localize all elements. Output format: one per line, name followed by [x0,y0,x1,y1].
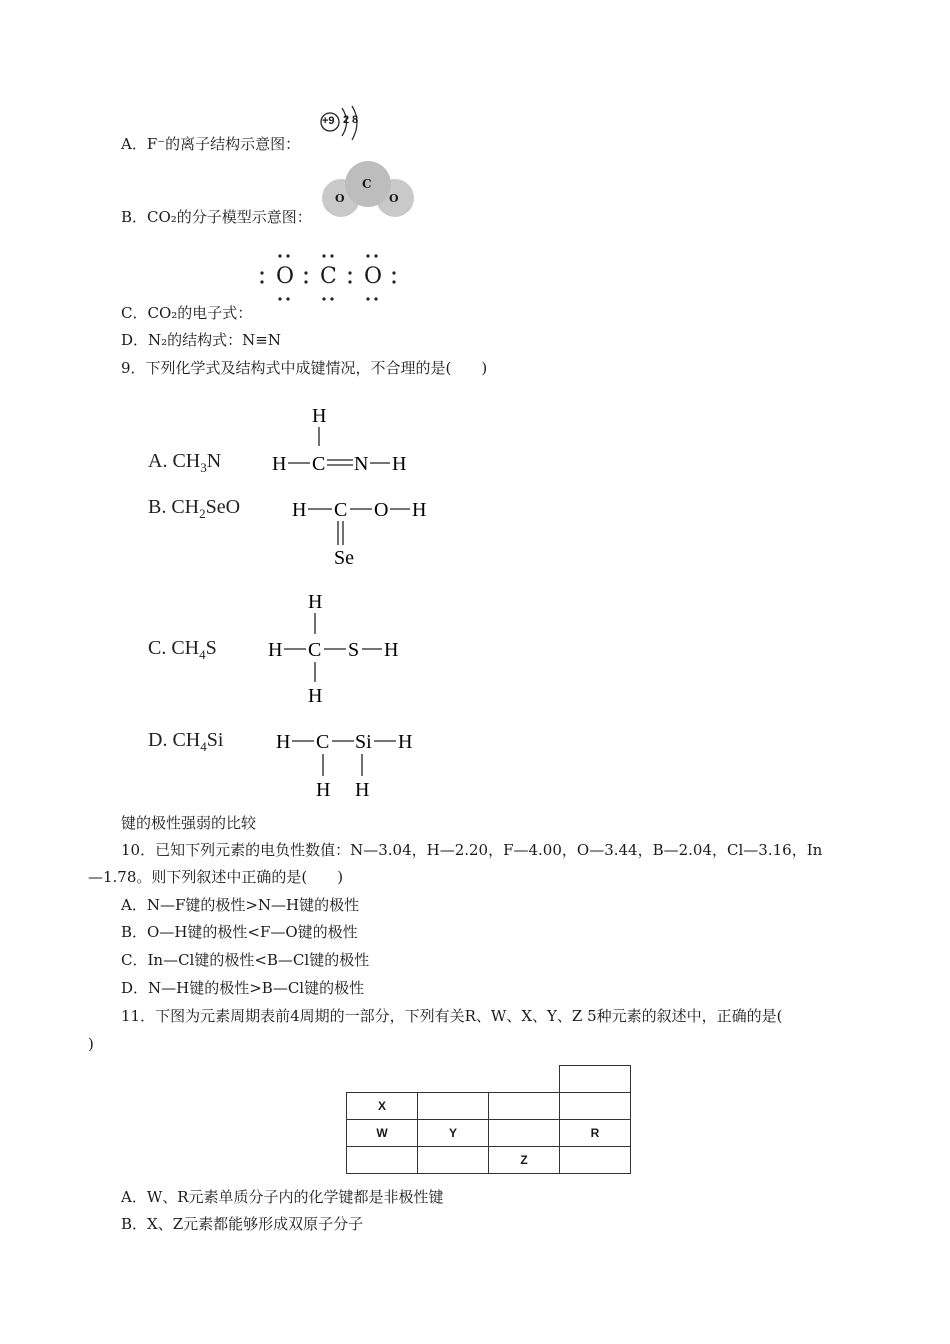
svg-text:C: C [312,453,326,475]
q10-option-a: A．N—F键的极性>N—H键的极性 [121,896,360,914]
svg-text:H: H [384,639,399,661]
table-cell [418,1093,489,1120]
ion-nucleus-charge: +9 [322,115,335,127]
table-row [347,1093,631,1120]
q11-option-a: A．W、R元素单质分子内的化学键都是非极性键 [121,1188,444,1206]
option-8a: A．F⁻的离子结构示意图： [121,135,301,153]
table-cell [560,1093,631,1120]
svg-text:H: H [292,499,307,521]
q10-option-d: D．N—H键的极性>B—Cl键的极性 [121,979,365,997]
svg-text:S: S [348,639,360,661]
svg-text:H: H [412,499,427,521]
q9d-sub: 4 [200,739,207,754]
option-8b: B．CO₂的分子模型示意图： [121,208,312,226]
q9c-formula: C. CH [148,637,200,659]
co2-model-diagram [322,160,417,220]
svg-text:H: H [316,779,331,801]
q9-option-d [148,726,448,806]
table-cell: W [347,1120,418,1147]
q9d-structure [272,726,432,806]
q9-option-a [148,402,428,482]
table-cell [489,1066,560,1093]
q9-option-b [148,490,448,570]
q9b-structure [288,490,438,570]
svg-text:Se: Se [334,547,354,569]
section-heading: 键的极性强弱的比较 [121,814,257,832]
table-cell [347,1066,418,1093]
q11-option-b: B．X、Z元素都能够形成双原子分子 [121,1215,364,1233]
table-cell [560,1066,631,1093]
svg-text:H: H [392,453,407,475]
svg-text:H: H [276,731,291,753]
table-cell [489,1093,560,1120]
svg-text:H: H [398,731,413,753]
q9-option-c [148,588,448,708]
svg-text:N: N [354,453,369,475]
question-11-stem-line1: 11．下图为元素周期表前4周期的一部分，下列有关R、W、X、Y、Z 5种元素的叙述中，正确的是( [121,1007,783,1025]
q9a-structure [268,402,418,482]
q9a-tail: N [206,450,222,472]
question-10-stem-line1: 10．已知下列元素的电负性数值：N—3.04，H—2.20，F—4.00，O—3.44，B—2.04，Cl—3.16，In [121,841,823,859]
table-row [347,1066,631,1093]
svg-text:C: C [308,639,322,661]
svg-text:O: O [374,499,389,521]
svg-text:H: H [272,453,287,475]
q9c-tail: S [205,637,217,659]
table-cell: R [560,1120,631,1147]
q9c-structure [264,588,414,708]
q9a-formula: A. CH [148,450,201,472]
ion-shell-1: 2 [343,114,350,126]
q9d-formula: D. CH [148,729,201,751]
table-cell [418,1066,489,1093]
q9b-sub: 2 [199,506,206,521]
co2-model-o-left: O [335,192,345,205]
svg-text:H: H [312,405,327,427]
table-cell [347,1147,418,1174]
option-8d: D．N₂的结构式：N≡N [121,331,281,349]
svg-text:H: H [268,639,283,661]
question-10-stem-line2: —1.78。则下列叙述中正确的是( ) [88,868,344,886]
periodic-table-fragment [346,1065,631,1174]
q9a-sub: 3 [200,460,207,475]
electron-formula-o2: O [364,264,383,289]
table-cell [418,1147,489,1174]
table-cell: Z [489,1147,560,1174]
q9c-sub: 4 [199,647,206,662]
svg-text:H: H [308,591,323,613]
question-11-stem-line2: ) [88,1035,94,1053]
svg-text:C: C [334,499,348,521]
q10-option-b: B．O—H键的极性<F—O键的极性 [121,923,358,941]
table-cell: Y [418,1120,489,1147]
table-row [347,1147,631,1174]
table-cell [489,1120,560,1147]
svg-text:H: H [308,685,323,707]
co2-electron-formula [256,250,406,305]
question-9-stem: 9．下列化学式及结构式中成键情况，不合理的是( ) [121,359,488,377]
fluoride-ion-diagram [318,104,368,146]
q10-option-c: C．In—Cl键的极性<B—Cl键的极性 [121,951,370,969]
svg-text:C: C [316,731,330,753]
electron-formula-c: C [320,264,337,289]
co2-model-o-right: O [389,192,399,205]
co2-model-c: C [362,177,372,191]
option-8c: C．CO₂的电子式： [121,304,253,322]
q9b-tail: SeO [205,496,241,518]
electron-formula-o1: O [276,264,295,289]
svg-text:H: H [355,779,370,801]
q9b-formula: B. CH [148,496,200,518]
q9d-tail: Si [206,729,224,751]
svg-text:Si: Si [355,731,372,753]
ion-shell-2: 8 [352,114,359,126]
table-row [347,1120,631,1147]
table-cell [560,1147,631,1174]
table-cell: X [347,1093,418,1120]
